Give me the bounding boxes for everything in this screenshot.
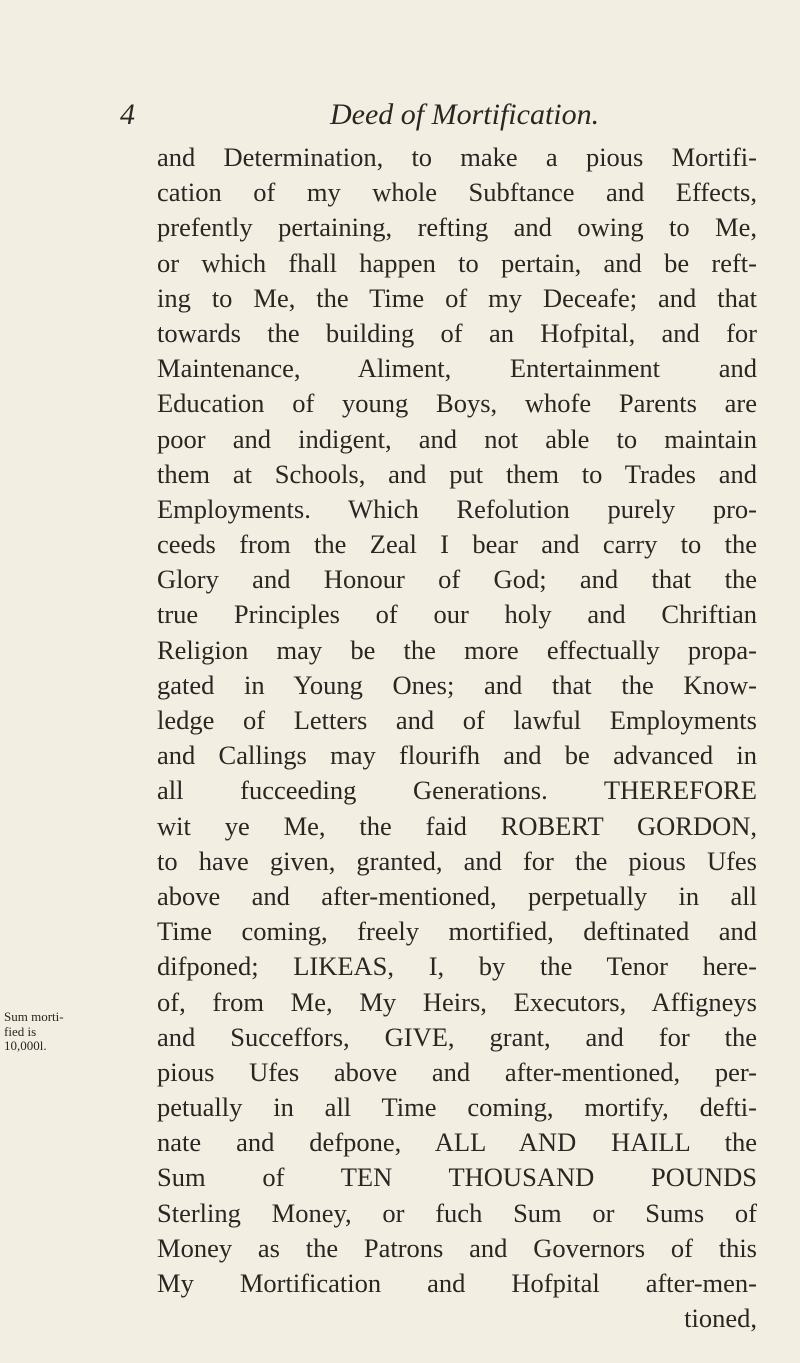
text-line: ledge of Letters and of lawful Employments bbox=[157, 705, 757, 735]
page-header bbox=[120, 98, 720, 138]
text-line: towards the building of an Hofpital, and for bbox=[157, 317, 757, 348]
text-line: tioned, bbox=[684, 1303, 757, 1334]
text-line: ceeds from the Zeal I bear and carry to the bbox=[157, 529, 757, 560]
margin-note-line: Sum morti- bbox=[4, 1009, 64, 1024]
text-line: My Mortification and Hofpital after-men- bbox=[157, 1268, 757, 1298]
text-line: poor and indigent, and not able to maintain bbox=[157, 423, 757, 454]
text-line: Religion may be the more effectually propa- bbox=[157, 634, 757, 665]
text-line: gated in Young Ones; and that the Know- bbox=[157, 669, 757, 700]
text-line: Money as the Patrons and Governors of this bbox=[157, 1232, 757, 1263]
text-line: Glory and Honour of God; and that the bbox=[157, 564, 757, 595]
text-line: all fucceeding Generations. THEREFORE bbox=[157, 775, 757, 806]
text-line: cation of my whole Subftance and Effects, bbox=[157, 177, 757, 208]
text-line: petually in all Time coming, mortify, defti- bbox=[157, 1092, 757, 1123]
text-line: pious Ufes above and after-mentioned, per- bbox=[157, 1056, 757, 1087]
text-line: nate and defpone, ALL AND HAILL the bbox=[157, 1127, 757, 1158]
text-line: of, from Me, My Heirs, Executors, Affigneys bbox=[157, 986, 757, 1017]
text-line: Employments. Which Refolution purely pro- bbox=[157, 493, 757, 524]
text-line: them at Schools, and put them to Trades and bbox=[157, 458, 757, 489]
margin-note bbox=[4, 1010, 70, 1054]
text-line: or which fhall happen to pertain, and be reft- bbox=[157, 247, 757, 278]
text-line: wit ye Me, the faid ROBERT GORDON, bbox=[157, 810, 757, 841]
margin-note-line: fied is bbox=[4, 1023, 37, 1039]
text-line: Maintenance, Aliment, Entertainment and bbox=[157, 353, 757, 384]
page-number: 4 bbox=[120, 98, 135, 131]
text-line: Education of young Boys, whofe Parents are bbox=[157, 388, 757, 419]
running-title: Deed of Mortification. bbox=[330, 98, 600, 131]
text-line: to have given, granted, and for the pious Ufes bbox=[157, 845, 757, 876]
margin-note-line: 10,000l. bbox=[4, 1038, 47, 1053]
text-line: and Callings may flourifh and be advanced in bbox=[157, 740, 757, 771]
text-line: Sum of TEN THOUSAND POUNDS bbox=[157, 1162, 757, 1193]
text-line: and Determination, to make a pious Mortifi- bbox=[157, 142, 757, 172]
text-line: Time coming, freely mortified, deftinated and bbox=[157, 916, 757, 947]
text-line: Sterling Money, or fuch Sum or Sums of bbox=[157, 1197, 757, 1228]
text-line: above and after-mentioned, perpetually in all bbox=[157, 880, 757, 911]
text-line: ing to Me, the Time of my Deceafe; and that bbox=[157, 282, 757, 313]
body-text bbox=[157, 140, 757, 1336]
text-line: prefently pertaining, refting and owing to Me, bbox=[157, 212, 757, 243]
text-line: difponed; LIKEAS, I, by the Tenor here- bbox=[157, 951, 757, 982]
text-line: true Principles of our holy and Chriftian bbox=[157, 599, 757, 630]
text-line: and Succeffors, GIVE, grant, and for the bbox=[157, 1021, 757, 1052]
